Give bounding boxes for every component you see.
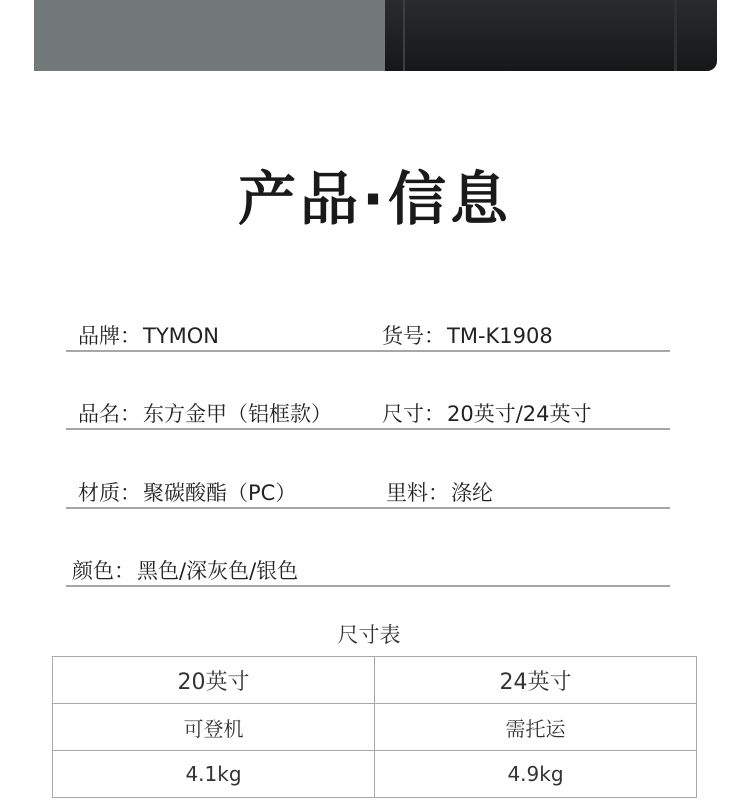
- info-color-value: 黑色/深灰色/银色: [137, 559, 299, 583]
- size-table-cell-weight-20: 4.1kg: [53, 751, 375, 798]
- photo-seam: [403, 0, 405, 71]
- info-color: [72, 555, 298, 585]
- info-color-label: 颜色：: [72, 559, 135, 583]
- size-table-header-20: 20英寸: [53, 657, 375, 704]
- info-name: [78, 398, 332, 428]
- info-lining-label: 里料：: [386, 481, 449, 505]
- info-size-value: 20英寸/24英寸: [447, 402, 592, 426]
- info-sku-value: TM-K1908: [447, 324, 553, 348]
- info-name-value: 东方金甲（铝框款）: [143, 402, 332, 426]
- info-lining: [386, 477, 493, 507]
- info-brand-label: 品牌：: [78, 324, 141, 348]
- info-brand: [78, 320, 219, 350]
- size-table-row: [53, 751, 697, 798]
- info-material-label: 材质：: [78, 481, 141, 505]
- size-table-row: [53, 704, 697, 751]
- info-material-value: 聚碳酸酯（PC）: [143, 481, 297, 505]
- info-size: [382, 398, 592, 428]
- size-table-header-24: 24英寸: [375, 657, 697, 704]
- photo-fold: [674, 0, 677, 71]
- info-lining-value: 涤纶: [451, 481, 493, 505]
- info-row-name: [66, 398, 670, 430]
- info-row-color: [66, 555, 670, 587]
- info-material: [78, 477, 296, 507]
- product-photo-gray-panel: [34, 0, 385, 71]
- size-table-caption: 尺寸表: [337, 623, 401, 647]
- size-table-cell-boarding-20: 可登机: [53, 704, 375, 751]
- section-title: 产品·信息: [237, 165, 513, 233]
- size-table-cell-weight-24: 4.9kg: [375, 751, 697, 798]
- size-table: [52, 656, 697, 798]
- product-photo-dark-panel: [385, 0, 717, 71]
- info-row-material: [66, 477, 670, 509]
- info-row-brand: [66, 320, 670, 352]
- info-sku-label: 货号：: [382, 324, 445, 348]
- info-name-label: 品名：: [78, 402, 141, 426]
- size-table-cell-boarding-24: 需托运: [375, 704, 697, 751]
- info-brand-value: TYMON: [143, 324, 220, 348]
- product-photo-strip: [34, 0, 717, 71]
- info-size-label: 尺寸：: [382, 402, 445, 426]
- info-sku: [382, 320, 553, 350]
- size-table-header-row: [53, 657, 697, 704]
